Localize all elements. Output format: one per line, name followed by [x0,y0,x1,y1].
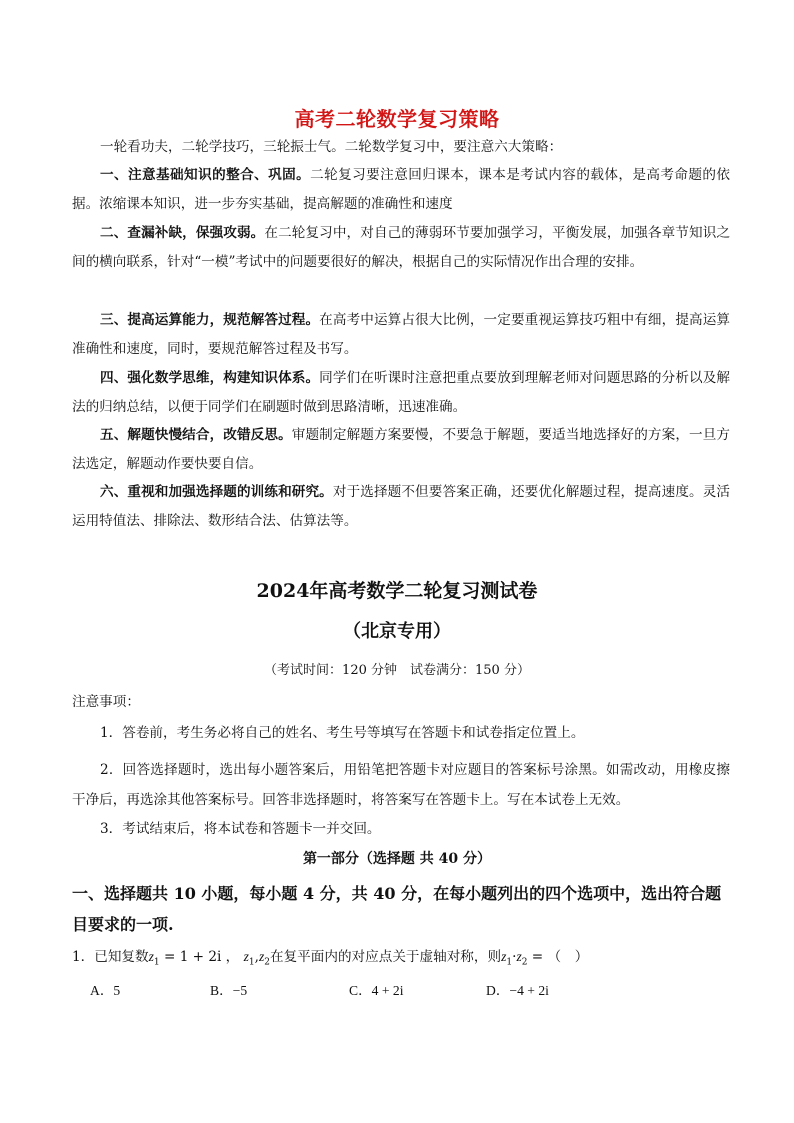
strategy-item-heading: 二、查漏补缺，保强攻弱。 [100,225,265,241]
option-d: D．−4 + 2i [486,983,549,998]
math-expr: = 1 + 2i ， [159,949,240,965]
note-item: 2．回答选择题时，选出每小题答案后，用铅笔把答题卡对应题目的答案标号涂黑。如需改动，用橡皮擦干净后，再选涂其他答案标号。回答非选择题时，将答案写在答题卡上。写在本试卷上无效。 [72,762,730,808]
strategy-item-body: 在二轮复习中，对自己的薄弱环节要加强学习，平衡发展，加强各章节知识之间的横向联系，针对“一模”考试中的问题要很好的解决，根据自己的实际情况作出合理的安排。 [72,225,730,270]
math-var: z [148,949,154,964]
note-item: 1．答卷前，考生务必将自己的姓名、考生号等填写在答题卡和试卷指定位置上。 [100,725,585,741]
part-heading: 第一部分（选择题 共 40 分） [302,851,492,867]
strategy-item-5 [72,421,730,479]
math-sub: 1 [153,957,160,968]
math-var: z [516,949,522,964]
question-text: 1．已知复数 [72,949,149,965]
strategy-item-body: 对于选择题不但要答案正确，还要优化解题过程，提高速度。灵活运用特值法、排除法、数形结合法、估算法等。 [72,484,731,529]
strategy-item-2 [72,219,730,277]
note-item: 3．考试结束后，将本试卷和答题卡一并交回。 [100,821,381,837]
exam-meta: （考试时间：120 分钟 试卷满分：150 分） [264,663,530,678]
section-heading: 一、选择题共 10 小题，每小题 4 分，共 40 分，在每小题列出的四个选项中，选出符合题目要求的一项. [72,884,722,934]
math-sub: 1 [506,957,513,968]
strategy-item-heading: 一、注意基础知识的整合、巩固。 [100,167,311,183]
strategy-item-6 [72,478,730,536]
strategy-intro: 一轮看功夫，二轮学技巧，三轮振士气。二轮数学复习中，要注意六大策略： [100,139,563,155]
question-text: = （ ） [527,949,589,965]
math-var: z [501,949,507,964]
math-var: z [243,949,249,964]
strategy-item-1 [72,161,730,219]
math-var: z [258,949,265,964]
strategy-item-body: 同学们在听课时注意把重点要放到理解老师对问题思路的分析以及解法的归纳总结，以便于同学们在刷题时做到思路清晰，迅速准确。 [72,370,731,415]
strategy-item-3 [72,306,730,364]
strategy-item-heading: 六、重视和加强选择题的训练和研究。 [100,484,333,500]
strategy-item-body: 审题制定解题方案要慢，不要急于解题，要适当地选择好的方案，一旦方法选定，解题动作要快要自信。 [72,427,731,472]
exam-title: 2024年高考数学二轮复习测试卷 [256,580,538,602]
strategy-title: 高考二轮数学复习策略 [294,107,500,131]
option-b: B．−5 [210,983,248,998]
strategy-item-heading: 四、强化数学思维，构建知识体系。 [100,370,320,386]
option-c: C．4 + 2i [349,983,404,998]
strategy-item-4 [72,364,730,422]
math-operator: · [512,949,517,965]
strategy-item-heading: 五、解题快慢结合，改错反思。 [100,427,292,443]
math-sub: 2 [264,957,270,968]
question-text: 在复平面内的对应点关于虚轴对称，则 [270,949,502,965]
strategy-item-heading: 三、提高运算能力，规范解答过程。 [100,312,320,328]
question-1-stem: 1．已知复数$z_1 = 1 + 2i$ ， $z_1,z_2$在复平面内的对应点关于虚轴对称，则$z_1\cdot z_2$ = （ ） [72,949,589,968]
math-sub: 2 [521,957,528,968]
math-sub: 1 [248,957,255,968]
exam-subtitle: （北京专用） [343,621,451,642]
option-a: A．5 [90,983,121,998]
strategy-item-body: 在高考中运算占很大比例，一定要重视运算技巧粗中有细，提高运算准确性和速度，同时，要规范解答过程及书写。 [72,312,731,357]
notes-heading: 注意事项： [72,694,140,710]
strategy-item-body: 二轮复习要注意回归课本，课本是考试内容的载体，是高考命题的依据。浓缩课本知识，进一步夯实基础，提高解题的准确性和速度 [72,167,730,212]
